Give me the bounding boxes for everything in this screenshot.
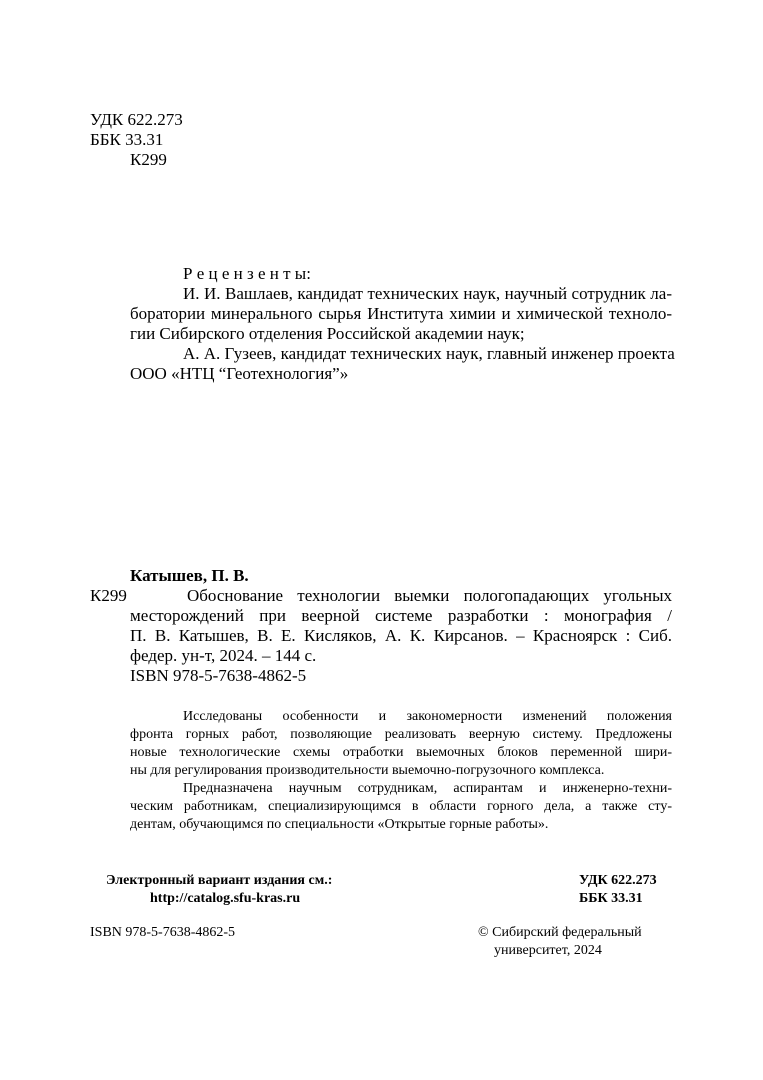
card-title-line: Обоснование технологии выемки пологопадающих угольных — [187, 586, 672, 605]
annotation-line: Исследованы особенности и закономерности изменений положения — [183, 709, 672, 724]
card-title-line: П. В. Катышев, В. Е. Кисляков, А. К. Кирсанов. – Красноярск : Сиб. — [130, 626, 672, 645]
footer-udk: УДК 622.273 — [579, 873, 657, 888]
card-title-line: месторождений при веерной системе разработки : монография / — [130, 606, 672, 625]
footer-bbk: ББК 33.31 — [579, 891, 643, 906]
card-mark: К299 — [90, 586, 127, 605]
card-isbn: ISBN 978-5-7638-4862-5 — [130, 666, 307, 685]
copyright-line: © Сибирский федеральный — [478, 925, 642, 940]
udk-code: УДК 622.273 — [90, 110, 183, 129]
card-author: Катышев, П. В. — [130, 566, 249, 585]
reviewer-2-line: А. А. Гузеев, кандидат технических наук, главный инженер проекта — [183, 344, 675, 363]
footer-isbn: ISBN 978-5-7638-4862-5 — [90, 925, 236, 940]
annotation-line: фронта горных работ, позволяющие реализовать веерную систему. Предложены — [130, 727, 672, 742]
annotation-line: новые технологические схемы отработки выемочных блоков переменной шири- — [130, 745, 672, 760]
reviewer-1-line: гии Сибирского отделения Российской академии наук; — [130, 324, 525, 343]
annotation-line: ны для регулирования производительности выемочно-погрузочного комплекса. — [130, 763, 605, 778]
annotation-line: ческим работникам, специализирующимся в области горного дела, а также сту- — [130, 799, 672, 814]
annotation-line: дентам, обучающимся по специальности «Открытые горные работы». — [130, 817, 549, 832]
reviewer-1-line: боратории минерального сырья Института химии и химической техноло- — [130, 304, 672, 323]
reviewer-2-line: ООО «НТЦ “Геотехнология”» — [130, 364, 349, 383]
author-mark: К299 — [130, 150, 167, 169]
electronic-version-url[interactable]: http://catalog.sfu-kras.ru — [150, 891, 301, 906]
reviewer-1-line: И. И. Вашлаев, кандидат технических наук, научный сотрудник ла- — [183, 284, 672, 303]
electronic-version-label: Электронный вариант издания см.: — [106, 873, 333, 888]
card-title-line: федер. ун-т, 2024. – 144 с. — [130, 646, 317, 665]
annotation-line: Предназначена научным сотрудникам, аспирантам и инженерно-техни- — [183, 781, 672, 796]
bbk-code: ББК 33.31 — [90, 130, 164, 149]
copyright-line: университет, 2024 — [494, 943, 602, 958]
reviewers-heading: Р е ц е н з е н т ы: — [183, 264, 311, 283]
